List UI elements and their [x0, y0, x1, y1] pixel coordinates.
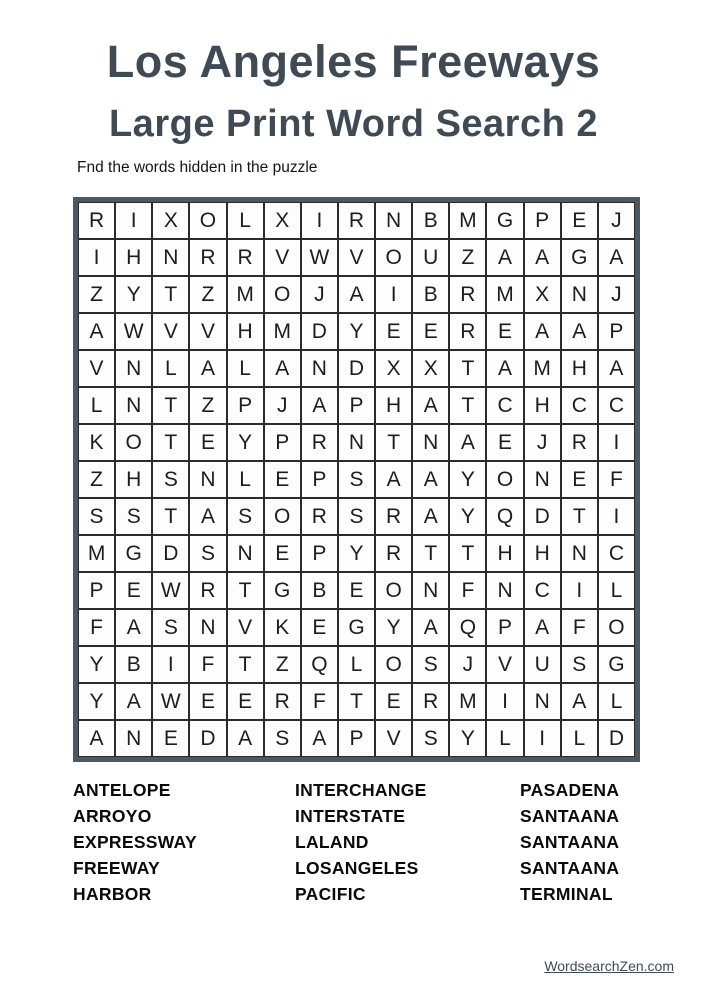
grid-cell: E [375, 313, 412, 350]
grid-cell: O [375, 572, 412, 609]
grid-cell: N [301, 350, 338, 387]
page-title-line2: Large Print Word Search 2 [108, 103, 599, 145]
grid-cell: F [598, 461, 635, 498]
grid-cell: T [227, 646, 264, 683]
word-list-item: FREEWAY [73, 858, 161, 878]
grid-cell: A [524, 239, 561, 276]
grid-cell: D [301, 313, 338, 350]
grid-cell: A [115, 683, 152, 720]
word-list-item: PASADENA [520, 780, 620, 800]
grid-cell: A [338, 276, 375, 313]
grid-cell: K [78, 424, 115, 461]
grid-cell: B [412, 276, 449, 313]
grid-cell: F [301, 683, 338, 720]
grid-cell: M [449, 202, 486, 239]
grid-cell: A [189, 350, 226, 387]
grid-cell: N [115, 350, 152, 387]
grid-cell: B [412, 202, 449, 239]
grid-cell: F [449, 572, 486, 609]
grid-cell: S [152, 609, 189, 646]
grid-cell: S [338, 498, 375, 535]
grid-cell: R [338, 202, 375, 239]
grid-cell: Z [189, 276, 226, 313]
grid-cell: I [152, 646, 189, 683]
grid-cell: H [375, 387, 412, 424]
grid-cell: A [78, 720, 115, 757]
grid-cell: X [524, 276, 561, 313]
grid-cell: A [227, 720, 264, 757]
grid-cell: N [412, 572, 449, 609]
grid-cell: P [338, 387, 375, 424]
grid-cell: M [227, 276, 264, 313]
grid-cell: Y [449, 720, 486, 757]
grid-cell: E [561, 202, 598, 239]
grid-cell: O [264, 276, 301, 313]
grid-cell: E [152, 720, 189, 757]
grid-cell: T [449, 350, 486, 387]
grid-cell: G [561, 239, 598, 276]
grid-cell: A [189, 498, 226, 535]
grid-cell: R [189, 572, 226, 609]
grid-cell: V [227, 609, 264, 646]
grid-cell: C [486, 387, 523, 424]
grid-cell: V [152, 313, 189, 350]
grid-cell: N [227, 535, 264, 572]
grid-cell: E [338, 572, 375, 609]
grid-cell: J [524, 424, 561, 461]
grid-cell: C [561, 387, 598, 424]
grid-cell: Z [78, 461, 115, 498]
grid-cell: R [264, 683, 301, 720]
grid-cell: A [524, 609, 561, 646]
grid-cell: V [338, 239, 375, 276]
grid-cell: N [561, 276, 598, 313]
grid-cell: L [561, 720, 598, 757]
grid-cell: A [264, 350, 301, 387]
grid-cell: H [115, 239, 152, 276]
grid-cell: P [524, 202, 561, 239]
grid-cell: K [264, 609, 301, 646]
grid-cell: Y [78, 683, 115, 720]
grid-cell: N [189, 609, 226, 646]
word-list-item: ARROYO [73, 806, 152, 826]
grid-cell: R [301, 424, 338, 461]
grid-cell: O [375, 646, 412, 683]
grid-cell: S [412, 646, 449, 683]
grid-cell: S [412, 720, 449, 757]
grid-cell: U [412, 239, 449, 276]
grid-cell: E [375, 683, 412, 720]
grid-cell: N [486, 572, 523, 609]
grid-cell: D [524, 498, 561, 535]
grid-cell: Y [78, 646, 115, 683]
grid-cell: P [78, 572, 115, 609]
grid-cell: D [189, 720, 226, 757]
grid-cell: N [561, 535, 598, 572]
grid-cell: J [301, 276, 338, 313]
page-title: Los Angeles Freeways [106, 36, 601, 87]
grid-cell: I [78, 239, 115, 276]
grid-cell: J [598, 276, 635, 313]
grid-cell: E [486, 424, 523, 461]
grid-cell: T [152, 387, 189, 424]
grid-cell: H [115, 461, 152, 498]
grid-cell: O [375, 239, 412, 276]
grid-cell: R [561, 424, 598, 461]
grid-cell: I [598, 498, 635, 535]
grid-cell: R [78, 202, 115, 239]
grid-cell: J [449, 646, 486, 683]
grid-cell: H [486, 535, 523, 572]
grid-cell: T [561, 498, 598, 535]
grid-cell: Y [449, 461, 486, 498]
grid-cell: P [301, 535, 338, 572]
grid-cell: E [227, 683, 264, 720]
grid-cell: R [375, 498, 412, 535]
letter-grid [78, 202, 635, 757]
grid-cell: M [486, 276, 523, 313]
word-list-item: LALAND [295, 832, 369, 852]
grid-cell: H [227, 313, 264, 350]
grid-cell: E [561, 461, 598, 498]
grid-cell: P [264, 424, 301, 461]
grid-cell: D [598, 720, 635, 757]
word-list-column [73, 777, 295, 907]
grid-cell: M [78, 535, 115, 572]
grid-cell: L [486, 720, 523, 757]
grid-cell: Y [338, 313, 375, 350]
grid-cell: S [264, 720, 301, 757]
grid-cell: L [598, 683, 635, 720]
grid-cell: B [301, 572, 338, 609]
grid-cell: J [598, 202, 635, 239]
grid-cell: W [152, 683, 189, 720]
word-list-column [520, 777, 707, 907]
grid-cell: O [264, 498, 301, 535]
grid-cell: E [412, 313, 449, 350]
grid-cell: S [115, 498, 152, 535]
grid-cell: H [524, 387, 561, 424]
grid-cell: E [189, 683, 226, 720]
grid-cell: C [524, 572, 561, 609]
grid-cell: M [524, 350, 561, 387]
grid-cell: P [227, 387, 264, 424]
word-list [73, 777, 707, 907]
grid-cell: B [115, 646, 152, 683]
grid-cell: P [486, 609, 523, 646]
grid-cell: G [338, 609, 375, 646]
grid-cell: N [524, 461, 561, 498]
grid-cell: T [152, 498, 189, 535]
grid-cell: Q [301, 646, 338, 683]
grid-cell: L [227, 461, 264, 498]
grid-cell: F [189, 646, 226, 683]
footer-link[interactable]: WordsearchZen.com [544, 958, 674, 974]
grid-cell: N [189, 461, 226, 498]
grid-cell: Z [449, 239, 486, 276]
grid-cell: R [227, 239, 264, 276]
word-list-item: ANTELOPE [73, 780, 171, 800]
grid-cell: C [598, 535, 635, 572]
grid-cell: E [486, 313, 523, 350]
grid-cell: V [375, 720, 412, 757]
grid-cell: A [598, 350, 635, 387]
word-list-item: HARBOR [73, 884, 152, 904]
grid-cell: I [301, 202, 338, 239]
grid-cell: X [264, 202, 301, 239]
grid-cell: E [264, 535, 301, 572]
grid-cell: I [375, 276, 412, 313]
grid-cell: D [152, 535, 189, 572]
grid-cell: T [338, 683, 375, 720]
grid-cell: N [338, 424, 375, 461]
word-list-item: SANTAANA [520, 832, 620, 852]
grid-cell: A [78, 313, 115, 350]
grid-cell: L [78, 387, 115, 424]
grid-cell: M [264, 313, 301, 350]
grid-cell: I [524, 720, 561, 757]
grid-cell: A [524, 313, 561, 350]
grid-cell: L [227, 350, 264, 387]
grid-cell: Q [486, 498, 523, 535]
grid-cell: I [561, 572, 598, 609]
word-list-item: SANTAANA [520, 858, 620, 878]
grid-cell: S [338, 461, 375, 498]
grid-cell: A [412, 387, 449, 424]
word-list-item: TERMINAL [520, 884, 613, 904]
grid-cell: O [486, 461, 523, 498]
grid-cell: U [524, 646, 561, 683]
grid-cell: O [115, 424, 152, 461]
grid-cell: I [486, 683, 523, 720]
grid-cell: O [598, 609, 635, 646]
grid-cell: T [152, 276, 189, 313]
grid-cell: I [115, 202, 152, 239]
grid-cell: W [152, 572, 189, 609]
grid-cell: S [227, 498, 264, 535]
word-list-item: INTERSTATE [295, 806, 406, 826]
grid-cell: N [115, 720, 152, 757]
grid-cell: V [189, 313, 226, 350]
grid-cell: X [412, 350, 449, 387]
word-list-item: INTERCHANGE [295, 780, 427, 800]
grid-cell: R [301, 498, 338, 535]
grid-cell: N [152, 239, 189, 276]
grid-cell: L [338, 646, 375, 683]
grid-cell: Q [449, 609, 486, 646]
grid-cell: S [152, 461, 189, 498]
grid-cell: Z [189, 387, 226, 424]
grid-cell: A [301, 720, 338, 757]
grid-cell: H [524, 535, 561, 572]
grid-cell: L [227, 202, 264, 239]
word-list-item: EXPRESSWAY [73, 832, 197, 852]
grid-cell: R [449, 276, 486, 313]
grid-cell: R [412, 683, 449, 720]
grid-cell: P [301, 461, 338, 498]
grid-cell: G [264, 572, 301, 609]
grid-cell: S [78, 498, 115, 535]
grid-cell: Z [78, 276, 115, 313]
grid-cell: C [598, 387, 635, 424]
grid-cell: P [598, 313, 635, 350]
grid-cell: V [486, 646, 523, 683]
grid-cell: N [412, 424, 449, 461]
grid-cell: S [561, 646, 598, 683]
grid-cell: S [189, 535, 226, 572]
grid-cell: L [152, 350, 189, 387]
grid-cell: A [561, 683, 598, 720]
grid-cell: X [152, 202, 189, 239]
grid-cell: T [227, 572, 264, 609]
grid-cell: Z [264, 646, 301, 683]
word-list-item: PACIFIC [295, 884, 366, 904]
grid-cell: E [301, 609, 338, 646]
word-list-item: SANTAANA [520, 806, 620, 826]
grid-cell: R [375, 535, 412, 572]
grid-cell: A [486, 239, 523, 276]
grid-cell: A [115, 609, 152, 646]
grid-cell: A [486, 350, 523, 387]
grid-cell: G [486, 202, 523, 239]
grid-cell: V [264, 239, 301, 276]
word-list-item: LOSANGELES [295, 858, 419, 878]
grid-cell: A [412, 609, 449, 646]
grid-cell: J [264, 387, 301, 424]
grid-cell: A [412, 461, 449, 498]
grid-cell: I [598, 424, 635, 461]
grid-cell: T [412, 535, 449, 572]
grid-cell: Y [227, 424, 264, 461]
grid-cell: A [449, 424, 486, 461]
instruction-text: Fnd the words hidden in the puzzle [77, 159, 318, 176]
grid-cell: W [115, 313, 152, 350]
grid-cell: X [375, 350, 412, 387]
grid-cell: M [449, 683, 486, 720]
grid-cell: N [524, 683, 561, 720]
grid-cell: R [189, 239, 226, 276]
grid-cell: Y [338, 535, 375, 572]
grid-cell: Y [449, 498, 486, 535]
grid-cell: H [561, 350, 598, 387]
grid-cell: F [78, 609, 115, 646]
grid-cell: E [115, 572, 152, 609]
grid-cell: D [338, 350, 375, 387]
grid-cell: W [301, 239, 338, 276]
grid-cell: T [375, 424, 412, 461]
grid-cell: G [115, 535, 152, 572]
grid-cell: L [598, 572, 635, 609]
word-search-grid [73, 197, 640, 762]
grid-cell: P [338, 720, 375, 757]
grid-cell: E [189, 424, 226, 461]
grid-cell: T [449, 387, 486, 424]
grid-cell: V [78, 350, 115, 387]
grid-cell: T [449, 535, 486, 572]
grid-cell: Y [375, 609, 412, 646]
grid-cell: Y [115, 276, 152, 313]
grid-cell: A [412, 498, 449, 535]
grid-cell: N [375, 202, 412, 239]
grid-cell: O [189, 202, 226, 239]
grid-cell: F [561, 609, 598, 646]
grid-cell: A [375, 461, 412, 498]
grid-cell: R [449, 313, 486, 350]
grid-cell: A [301, 387, 338, 424]
grid-cell: A [561, 313, 598, 350]
grid-cell: T [152, 424, 189, 461]
word-list-column [295, 777, 520, 907]
grid-cell: N [115, 387, 152, 424]
grid-cell: G [598, 646, 635, 683]
grid-cell: A [598, 239, 635, 276]
grid-cell: E [264, 461, 301, 498]
